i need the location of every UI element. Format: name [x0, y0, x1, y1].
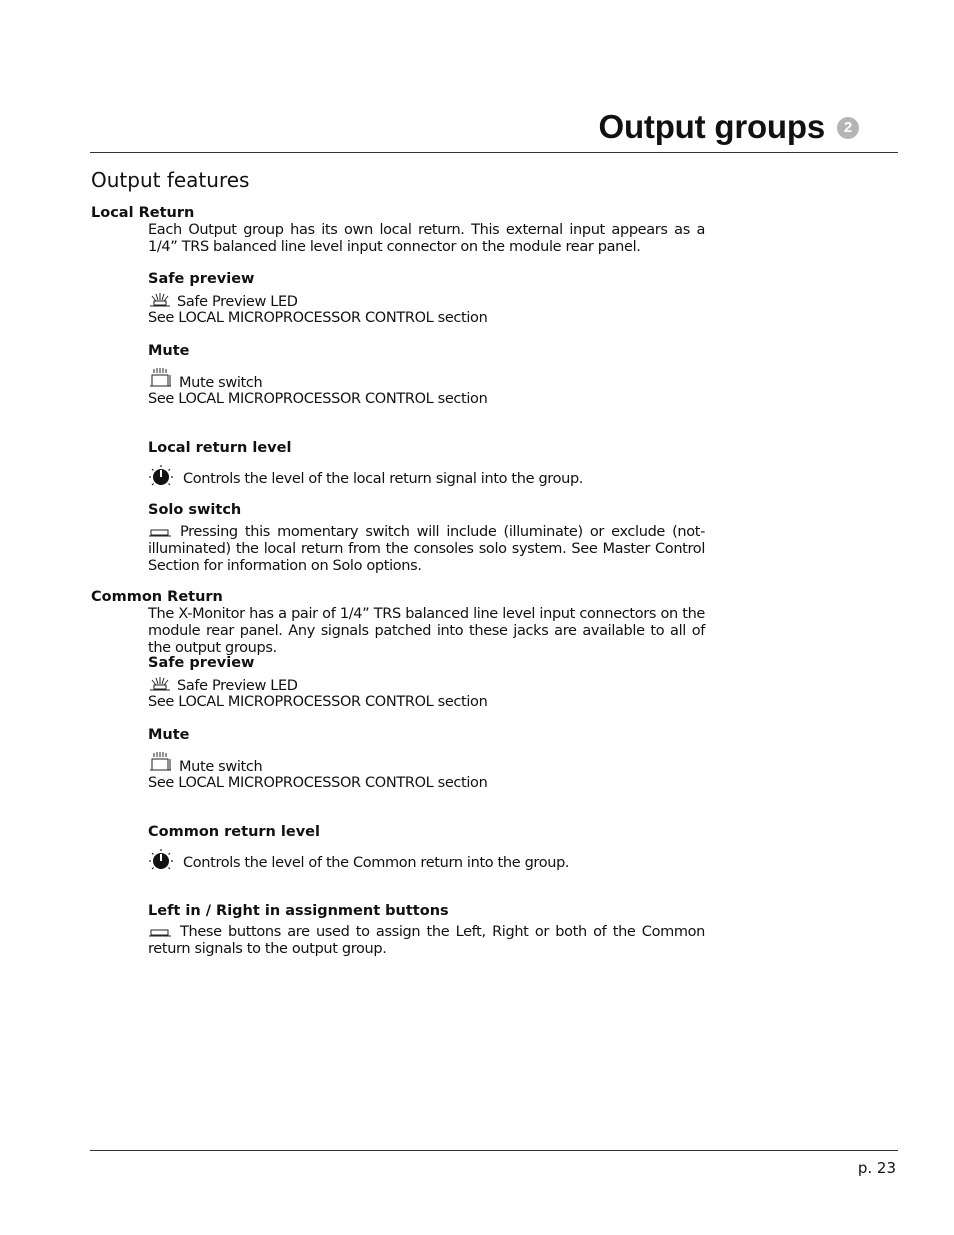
- button-icon: [148, 928, 172, 938]
- common-return-description: The X-Monitor has a pair of 1/4” TRS balanced line level input connectors on the module rear panel. Any signals patched into these jacks are available to all of the output groups.: [148, 606, 705, 656]
- local-solo-description: Pressing this momentary switch will include (illuminate) or exclude (not-illuminated) the local return from the consoles solo system. See Master Control Section for information on Solo options.: [148, 524, 705, 574]
- common-safe-preview-item: [148, 676, 298, 694]
- button-icon: [148, 528, 172, 538]
- local-solo-heading: Solo switch: [148, 502, 242, 518]
- local-safe-preview-item: [148, 292, 298, 310]
- local-safe-preview-label: Safe Preview LED: [177, 294, 298, 310]
- page-number: p. 23: [857, 1159, 896, 1177]
- local-level-item: [148, 464, 583, 488]
- switch-icon: [148, 368, 173, 388]
- local-mute-note: See LOCAL MICROPROCESSOR CONTROL section: [148, 391, 488, 407]
- common-mute-note: See LOCAL MICROPROCESSOR CONTROL section: [148, 775, 488, 791]
- local-mute-heading: Mute: [148, 343, 190, 359]
- common-mute-heading: Mute: [148, 727, 190, 743]
- common-safe-preview-note: See LOCAL MICROPROCESSOR CONTROL section: [148, 694, 488, 710]
- knob-icon: [148, 464, 174, 488]
- local-mute-label: Mute switch: [179, 375, 263, 391]
- local-mute-item: [148, 368, 262, 391]
- common-assign-heading: Left in / Right in assignment buttons: [148, 903, 449, 919]
- common-mute-item: [148, 752, 262, 775]
- local-return-description: Each Output group has its own local return. This external input appears as a 1/4” TRS balanced line level input connector on the module rear panel.: [148, 222, 705, 255]
- local-safe-preview-heading: Safe preview: [148, 271, 255, 287]
- page-title: [598, 108, 859, 146]
- local-solo-text: [148, 524, 705, 575]
- led-icon: [148, 676, 172, 692]
- local-safe-preview-note: See LOCAL MICROPROCESSOR CONTROL section: [148, 310, 488, 326]
- led-icon: [148, 292, 172, 308]
- knob-icon: [148, 848, 174, 872]
- footer-rule: [90, 1150, 898, 1151]
- common-level-item: [148, 848, 569, 872]
- page-title-text: Output groups: [598, 108, 825, 145]
- common-assign-description: These buttons are used to assign the Left, Right or both of the Common return signals to the output group.: [148, 924, 705, 957]
- switch-icon: [148, 752, 173, 772]
- local-return-heading: Local Return: [91, 205, 195, 221]
- common-safe-preview-heading: Safe preview: [148, 655, 255, 671]
- common-assign-text: [148, 924, 705, 958]
- section-heading: Output features: [91, 168, 250, 192]
- common-level-heading: Common return level: [148, 824, 320, 840]
- common-level-text: Controls the level of the Common return into the group.: [183, 855, 570, 871]
- common-return-heading: Common Return: [91, 589, 223, 605]
- local-level-text: Controls the level of the local return signal into the group.: [183, 471, 584, 487]
- header-rule: [90, 152, 898, 153]
- common-mute-label: Mute switch: [179, 759, 263, 775]
- chapter-badge: 2: [837, 117, 859, 139]
- common-safe-preview-label: Safe Preview LED: [177, 678, 298, 694]
- local-level-heading: Local return level: [148, 440, 292, 456]
